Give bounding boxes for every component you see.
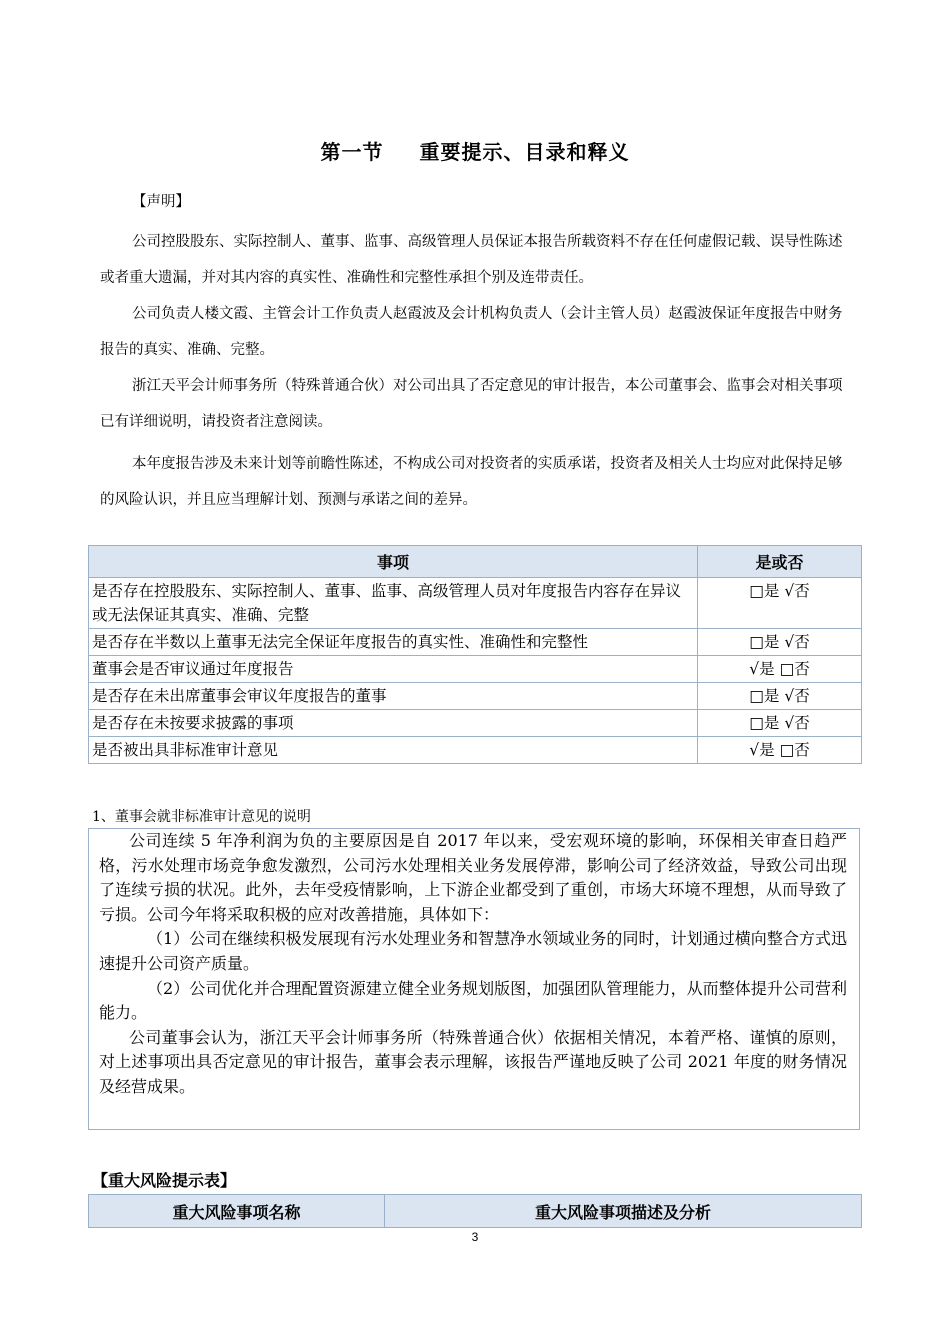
- table-header-row: [89, 546, 862, 578]
- risk-header-description: 重大风险事项描述及分析: [385, 1195, 862, 1228]
- row-item: 是否存在半数以上董事无法完全保证年度报告的真实性、准确性和完整性: [89, 629, 698, 656]
- board-note-measure: （2）公司优化并合理配置资源建立健全业务规划版图，加强团队管理能力，从而整体提升公司营利能力。: [99, 978, 847, 1023]
- section-number: 第一节: [320, 140, 384, 164]
- section-title: [0, 136, 950, 165]
- row-item: 董事会是否审议通过年度报告: [89, 656, 698, 683]
- table-row: [89, 629, 862, 656]
- header-item: 事项: [89, 546, 698, 578]
- row-item: 是否存在未出席董事会审议年度报告的董事: [89, 683, 698, 710]
- table-row: [89, 710, 862, 737]
- row-item: 是否存在控股股东、实际控制人、董事、监事、高级管理人员对年度报告内容存在异议或无法保证其真实、准确、完整: [89, 578, 698, 629]
- risk-header-name: 重大风险事项名称: [89, 1195, 385, 1228]
- board-note-box: [88, 828, 860, 1130]
- risk-table-title: 【重大风险提示表】: [92, 1171, 237, 1190]
- board-note-paragraph: 公司董事会认为，浙江天平会计师事务所（特殊普通合伙）依据相关情况，本着严格、谨慎的原则，对上述事项出具否定意见的审计报告，董事会表示理解，该报告严谨地反映了公司 2021 年度的财务情况及经营成果。: [99, 1027, 847, 1096]
- row-item: 是否存在未按要求披露的事项: [89, 710, 698, 737]
- row-answer: □是 √否: [698, 683, 862, 710]
- statement-label: 【声明】: [132, 194, 190, 210]
- statement-paragraph: 本年度报告涉及未来计划等前瞻性陈述，不构成公司对投资者的实质承诺，投资者及相关人士均应对此保持足够的风险认识，并且应当理解计划、预测与承诺之间的差异。: [100, 456, 843, 508]
- board-note-paragraph: 公司连续 5 年净利润为负的主要原因是自 2017 年以来，受宏观环境的影响，环保相关审查日趋严格，污水处理市场竞争愈发激烈，公司污水处理相关业务发展停滞，影响公司了经济效益，导致公司出现了连续亏损的状况。此外，去年受疫情影响，上下游企业都受到了重创，市场大环境不理想，从而导致了亏损。公司今年将采取积极的应对改善措施，具体如下：: [99, 831, 847, 924]
- statement-paragraph: 公司负责人楼文霞、主管会计工作负责人赵霞波及会计机构负责人（会计主管人员）赵霞波保证年度报告中财务报告的真实、准确、完整。: [100, 306, 843, 358]
- table-row: [89, 578, 862, 629]
- row-answer: □是 √否: [698, 710, 862, 737]
- page-number: 3: [471, 1230, 479, 1244]
- header-answer: 是或否: [698, 546, 862, 578]
- row-answer: √是 □否: [698, 737, 862, 764]
- statement-paragraph: 公司控股股东、实际控制人、董事、监事、高级管理人员保证本报告所载资料不存在任何虚假记载、误导性陈述或者重大遗漏，并对其内容的真实性、准确性和完整性承担个别及连带责任。: [100, 234, 843, 286]
- table-header-row: [89, 1195, 862, 1228]
- board-note-measure: （1）公司在继续积极发展现有污水处理业务和智慧净水领域业务的同时，计划通过横向整合方式迅速提升公司资产质量。: [99, 929, 847, 973]
- section-heading: 重要提示、目录和释义: [419, 140, 630, 164]
- statement-paragraph: 浙江天平会计师事务所（特殊普通合伙）对公司出具了否定意见的审计报告，本公司董事会、监事会对相关事项已有详细说明，请投资者注意阅读。: [100, 378, 843, 430]
- row-answer: □是 √否: [698, 578, 862, 629]
- row-item: 是否被出具非标准审计意见: [89, 737, 698, 764]
- table-row: [89, 656, 862, 683]
- yes-no-table: [88, 545, 862, 764]
- table-row: [89, 737, 862, 764]
- risk-table: [88, 1194, 862, 1228]
- row-answer: √是 □否: [698, 656, 862, 683]
- row-answer: □是 √否: [698, 629, 862, 656]
- table-row: [89, 683, 862, 710]
- board-note-title: 1、董事会就非标准审计意见的说明: [92, 809, 311, 825]
